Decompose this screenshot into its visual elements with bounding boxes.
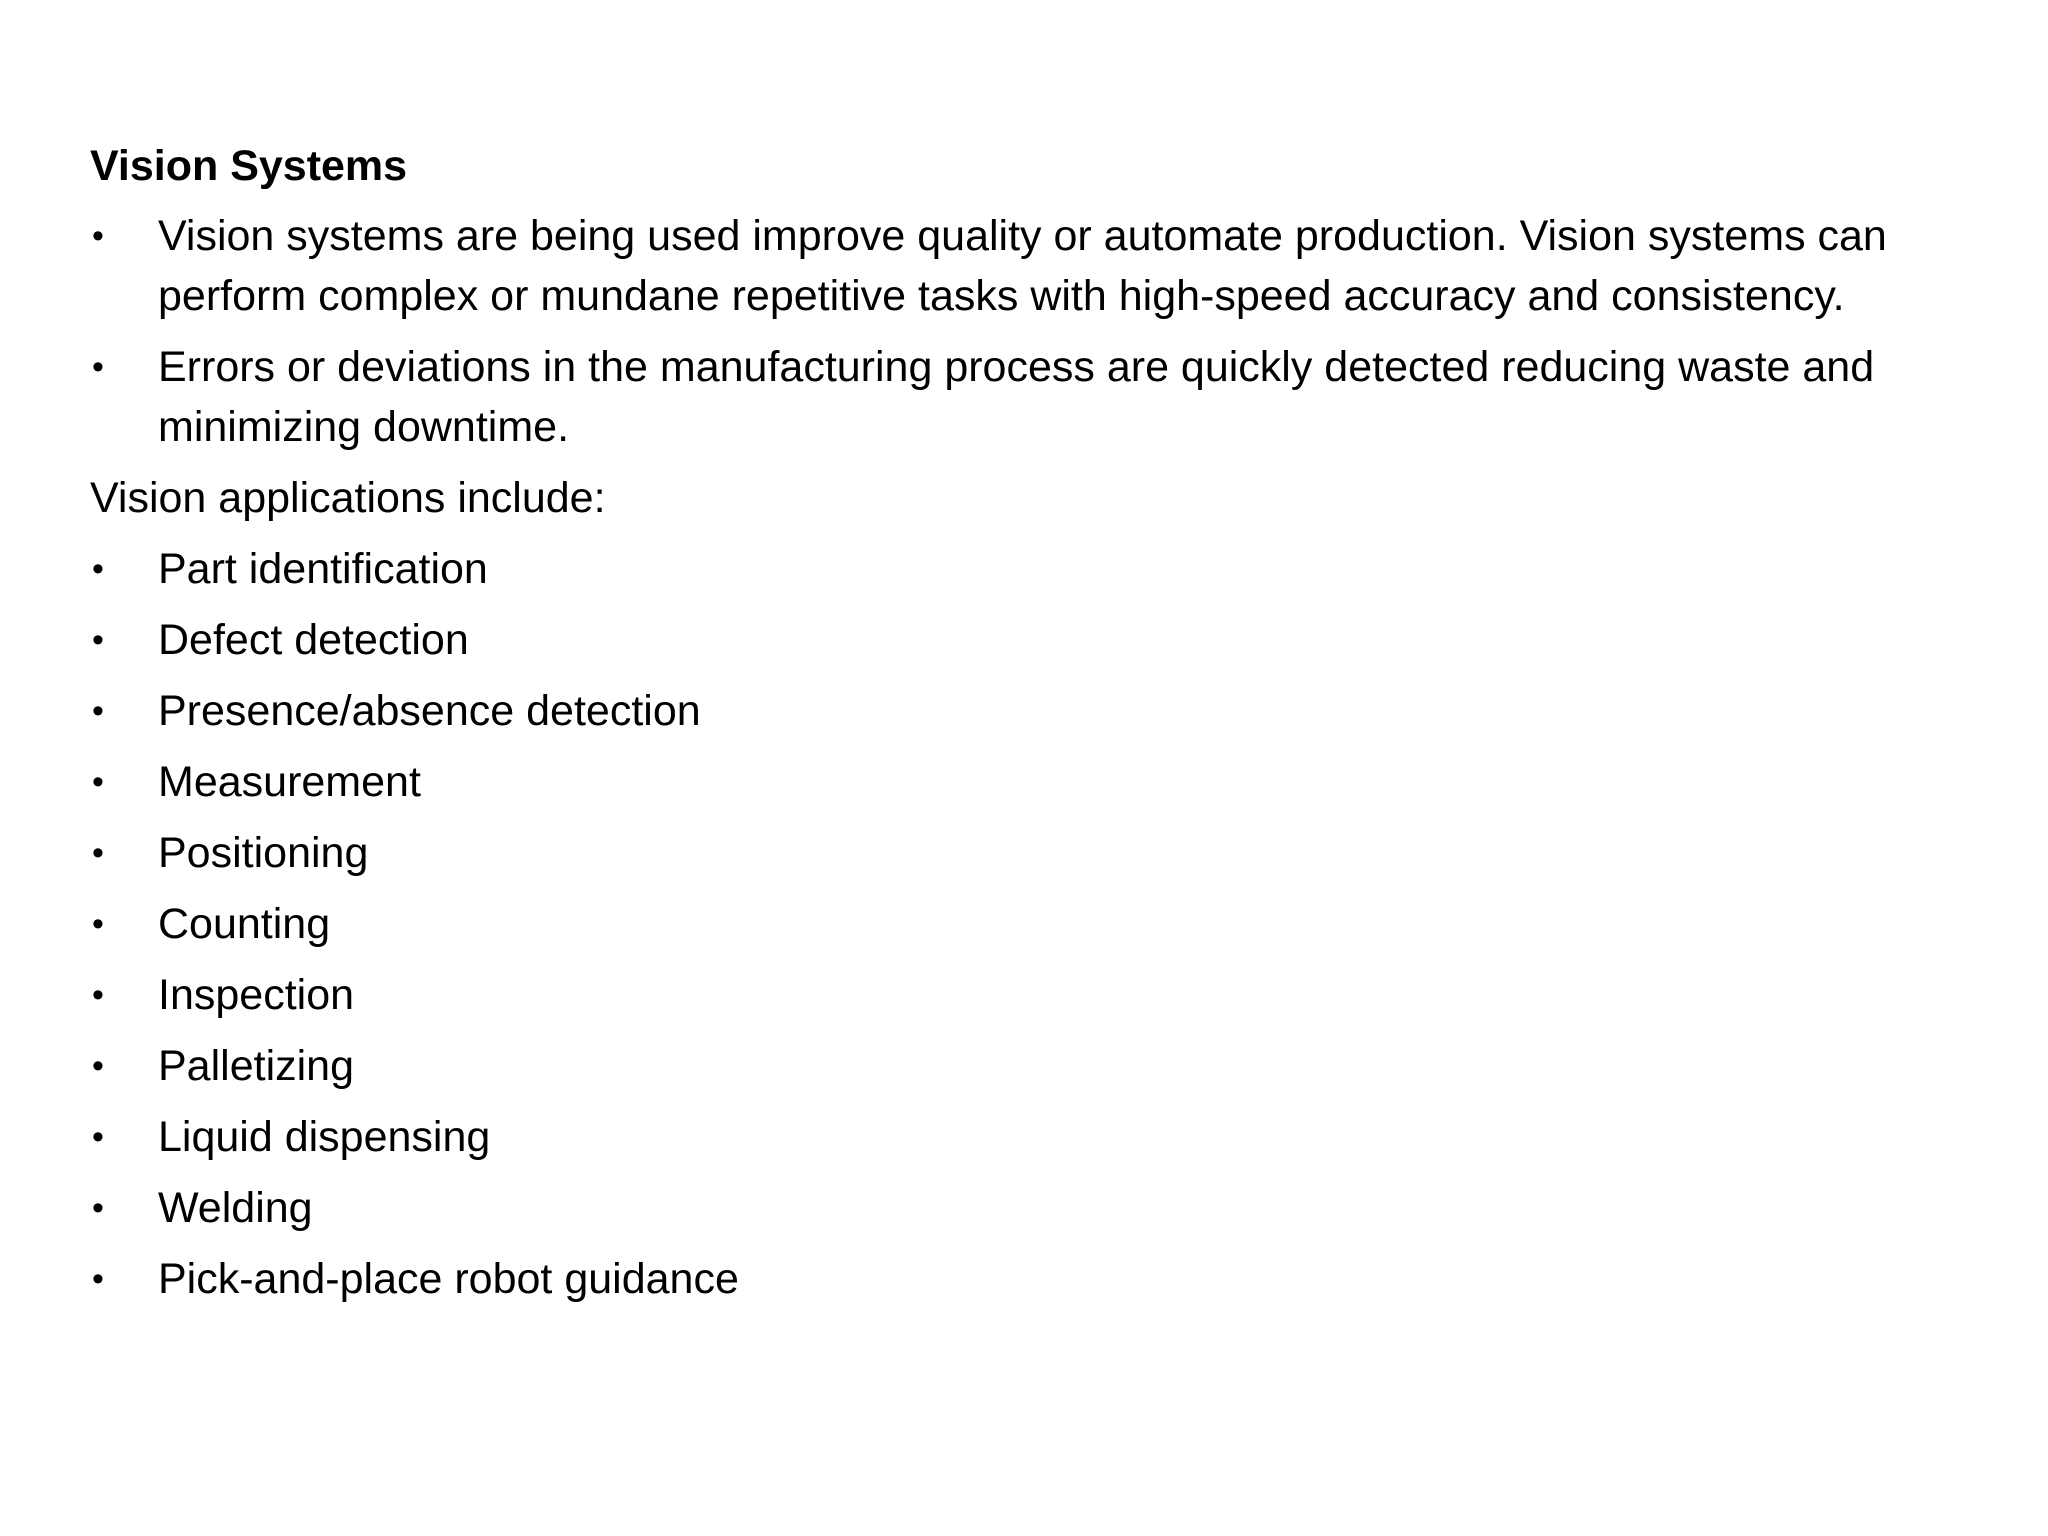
bullet-icon: • [92, 550, 104, 588]
list-item [90, 752, 1970, 812]
bullet-icon: • [92, 905, 104, 943]
bullet-icon: • [92, 976, 104, 1014]
list-item [90, 894, 1970, 954]
list-item [90, 681, 1970, 741]
applications-list [90, 539, 1970, 1309]
application-text: Palletizing [158, 1042, 354, 1090]
bullet-icon: • [92, 692, 104, 730]
bullet-icon: • [92, 217, 104, 255]
application-text: Presence/absence detection [158, 687, 701, 735]
bullet-icon: • [92, 763, 104, 801]
bullet-icon: • [92, 1260, 104, 1298]
slide-heading: Vision Systems [90, 142, 408, 190]
top-bullet-list [90, 206, 1970, 457]
slide-content [90, 136, 1970, 1320]
list-item [90, 823, 1970, 883]
list-item [90, 1107, 1970, 1167]
bullet-text: Vision systems are being used improve quality or automate production. Vision systems can perform complex or mundane repetitive tasks with high-speed accuracy and consistency. [158, 212, 1887, 320]
application-text: Positioning [158, 829, 369, 877]
list-item [90, 539, 1970, 599]
bullet-icon: • [92, 1118, 104, 1156]
application-text: Measurement [158, 758, 421, 806]
bullet-text: Errors or deviations in the manufacturing process are quickly detected reducing waste and minimizing downtime. [158, 343, 1875, 451]
application-text: Pick-and-place robot guidance [158, 1255, 739, 1303]
list-item [90, 1178, 1970, 1238]
bullet-icon: • [92, 1047, 104, 1085]
application-text: Counting [158, 900, 331, 948]
application-text: Liquid dispensing [158, 1113, 491, 1161]
application-text: Welding [158, 1184, 313, 1232]
list-item [90, 206, 1970, 326]
list-item [90, 1249, 1970, 1309]
applications-intro: Vision applications include: [90, 474, 606, 522]
bullet-icon: • [92, 348, 104, 386]
list-item [90, 965, 1970, 1025]
application-text: Inspection [158, 971, 355, 1019]
bullet-icon: • [92, 834, 104, 872]
application-text: Defect detection [158, 616, 469, 664]
bullet-icon: • [92, 1189, 104, 1227]
bullet-icon: • [92, 621, 104, 659]
application-text: Part identification [158, 545, 488, 593]
list-item [90, 1036, 1970, 1096]
list-item [90, 337, 1970, 457]
list-item [90, 610, 1970, 670]
